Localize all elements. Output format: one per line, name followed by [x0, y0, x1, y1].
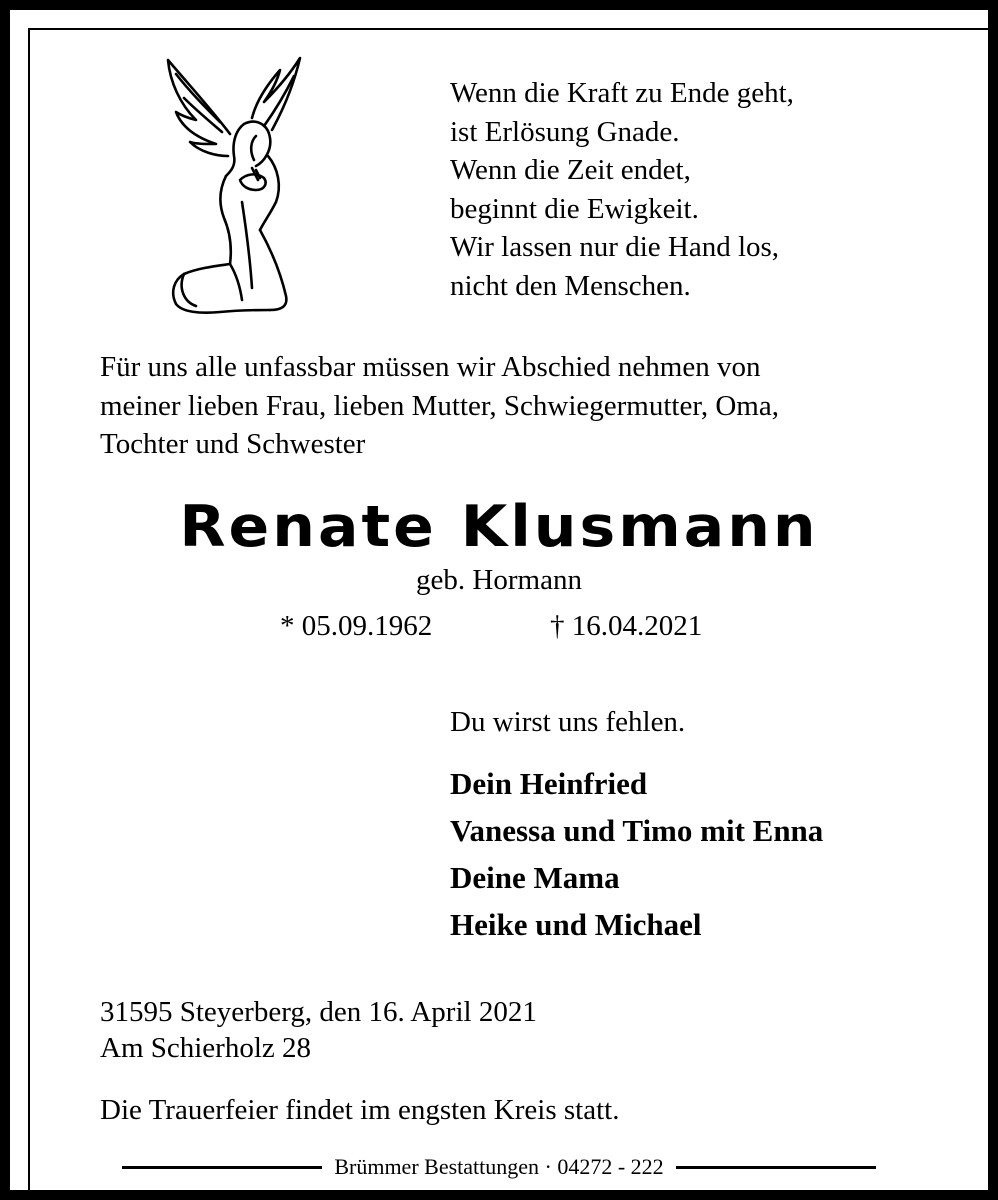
intro-line: meiner lieben Frau, lieben Mutter, Schwiegermutter, Oma, [100, 389, 779, 422]
poem [450, 74, 794, 305]
deceased-name: Renate Klusmann [179, 493, 819, 561]
poem-line: Wenn die Kraft zu Ende geht, [450, 77, 794, 109]
poem-line: nicht den Menschen. [450, 269, 691, 302]
intro-text [100, 348, 910, 464]
poem-line: Wenn die Zeit endet, [450, 154, 691, 186]
death-date: † 16.04.2021 [550, 610, 703, 642]
intro-line: Tochter und Schwester [100, 428, 366, 460]
family-list [450, 760, 823, 948]
family-member: Vanessa und Timo mit Enna [450, 813, 824, 848]
intro-line: Für uns alle unfassbar müssen wir Abschied nehmen von [100, 351, 761, 383]
family-member: Heike und Michael [450, 907, 702, 942]
birth-date: * 05.09.1962 [280, 610, 433, 642]
born-name: geb. Hormann [416, 564, 582, 596]
funeral-home-credit: Brümmer Bestattungen · 04272 - 222 [334, 1154, 664, 1179]
farewell-text: Du wirst uns fehlen. [450, 706, 686, 738]
family-member: Deine Mama [450, 860, 620, 895]
poem-line: Wir lassen nur die Hand los, [450, 231, 780, 263]
address-line: Am Schierholz 28 [100, 1032, 312, 1064]
footer-rule-left [122, 1166, 322, 1169]
footer-rule-right [676, 1166, 876, 1169]
poem-line: beginnt die Ewigkeit. [450, 192, 699, 225]
footer [0, 1152, 998, 1182]
family-member: Dein Heinfried [450, 766, 648, 801]
poem-line: ist Erlösung Gnade. [450, 115, 680, 148]
ceremony-note: Die Trauerfeier findet im engsten Kreis statt. [100, 1094, 620, 1126]
address [100, 994, 537, 1066]
angel-icon [160, 52, 310, 322]
address-line: 31595 Steyerberg, den 16. April 2021 [100, 996, 537, 1028]
